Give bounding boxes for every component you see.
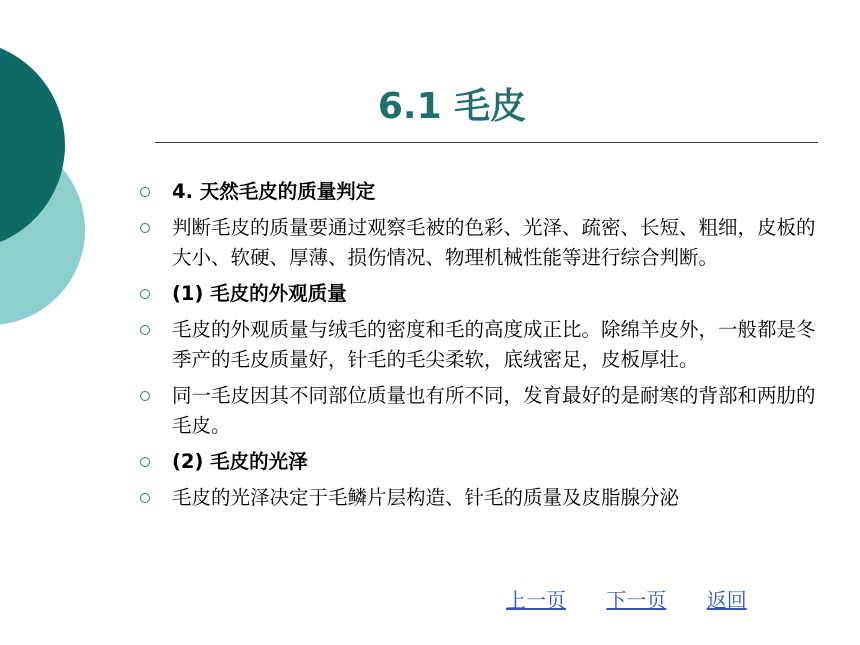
bullet-item: 毛皮的光泽决定于毛鳞片层构造、针毛的质量及皮脂腺分泌 xyxy=(140,483,830,513)
bullet-marker-icon xyxy=(140,223,150,233)
bullet-marker-icon xyxy=(140,391,150,401)
bullet-item: (1) 毛皮的外观质量 xyxy=(140,279,830,309)
bullet-marker-icon xyxy=(140,187,150,197)
bullet-marker-icon xyxy=(140,457,150,467)
bullet-item: (2) 毛皮的光泽 xyxy=(140,447,830,477)
next-page-link[interactable]: 下一页 xyxy=(606,588,667,612)
bullet-item: 4. 天然毛皮的质量判定 xyxy=(140,177,830,207)
bullet-item: 毛皮的外观质量与绒毛的密度和毛的高度成正比。除绵羊皮外，一般都是冬季产的毛皮质量好，针毛的毛尖柔软，底绒密足，皮板厚壮。 xyxy=(140,315,830,375)
decorative-circles xyxy=(0,0,140,360)
bullet-marker-icon xyxy=(140,325,150,335)
bullet-item: 判断毛皮的质量要通过观察毛被的色彩、光泽、疏密、长短、粗细，皮板的大小、软硬、厚薄、损伤情况、物理机械性能等进行综合判断。 xyxy=(140,213,830,273)
bullet-item: 同一毛皮因其不同部位质量也有所不同，发育最好的是耐寒的背部和两肋的毛皮。 xyxy=(140,381,830,441)
slide-title: 6.1 毛皮 xyxy=(377,86,527,127)
back-link[interactable]: 返回 xyxy=(706,588,747,612)
slide-navigation xyxy=(506,584,781,613)
bullet-marker-icon xyxy=(140,493,150,503)
bullet-list xyxy=(140,177,830,519)
bullet-marker-icon xyxy=(140,289,150,299)
title-divider xyxy=(155,142,818,143)
prev-page-link[interactable]: 上一页 xyxy=(506,588,566,612)
